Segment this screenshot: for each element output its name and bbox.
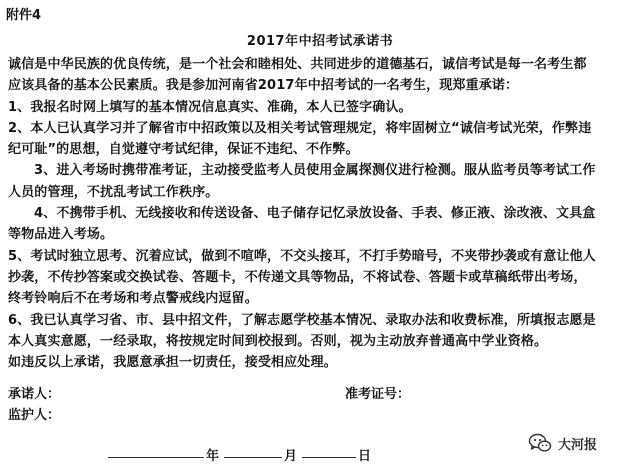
commitment-item-2-line-1: 2、本人已认真学习并了解省市中招政策以及相关考试管理规定，将牢固树立“诚信考试光荣，作弊违 <box>8 120 592 136</box>
commitment-item-3-line-2: 人员的管理，不扰乱考试工作秩序。 <box>8 184 219 200</box>
commitment-item-5-line-3: 终考铃响后不在考场和考点警戒线内逗留。 <box>8 291 258 307</box>
commitment-item-5-line-1: 5、考试时独立思考、沉着应试，做到不喧哗，不交头接耳，不打手势暗号，不夹带抄袭或有意让他人 <box>8 248 596 264</box>
guardian-label: 监护人： <box>8 408 61 423</box>
source-watermark <box>528 430 597 456</box>
watermark-text: 大河报 <box>558 437 598 453</box>
document-title: 2017年中招考试承诺书 <box>246 34 394 49</box>
commitment-item-6-line-1: 6、我已认真学习省、市、县中招文件，了解志愿学校基本情况、录取办法和收费标准，所填报志愿是 <box>8 312 596 328</box>
commitment-item-5-line-2: 抄袭，不传抄答案或交换试卷、答题卡，不传递文具等物品，不将试卷、答题卡或草稿纸带出考场， <box>8 269 587 285</box>
commitment-item-1: 1、我报名时网上填写的基本情况信息真实、准确，本人已签字确认。 <box>8 99 412 115</box>
month-blank-line <box>224 457 282 458</box>
commitment-item-6-line-2: 本人真实意愿，一经录取，将按规定时间到校报到。否则，视为主动放弃普通高中学业资格。 <box>8 333 548 349</box>
year-blank-line <box>108 457 204 458</box>
attachment-label: 附件4 <box>6 8 42 23</box>
day-blank-line <box>302 457 356 458</box>
year-char: 年 <box>206 449 220 464</box>
commitment-item-2-line-2: 纪可耻”的思想，自觉遵守考试纪律，保证不违纪、不作弊。 <box>8 142 359 158</box>
letter-body <box>8 54 636 373</box>
intro-line-2: 应该具备的基本公民素质。我是参加河南省2017年中招考试的一名考生，现郑重承诺： <box>8 78 519 94</box>
intro-line-1: 诚信是中华民族的优良传统，是一个社会和睦相处、共同进步的道德基石，诚信考试是每一名考生都 <box>8 57 587 72</box>
exam-number-label: 准考证号： <box>345 387 411 402</box>
commitment-item-4-line-2: 等物品进入考场。 <box>8 227 114 243</box>
wechat-icon <box>528 432 552 454</box>
day-char: 日 <box>358 449 372 464</box>
commitment-item-4-line-1: 4、不携带手机、无线接收和传送设备、电子储存记忆录放设备、手表、修正液、涂改液、文具盒 <box>34 206 596 222</box>
closing-statement: 如违反以上承诺，我愿意承担一切责任，接受相应处理。 <box>8 355 337 371</box>
signer-label: 承诺人： <box>8 387 61 402</box>
month-char: 月 <box>284 449 298 464</box>
commitment-item-3-line-1: 3、进入考场时携带准考证，主动接受监考人员使用金属探测仪进行检测。服从监考员等考试工作 <box>34 163 596 179</box>
